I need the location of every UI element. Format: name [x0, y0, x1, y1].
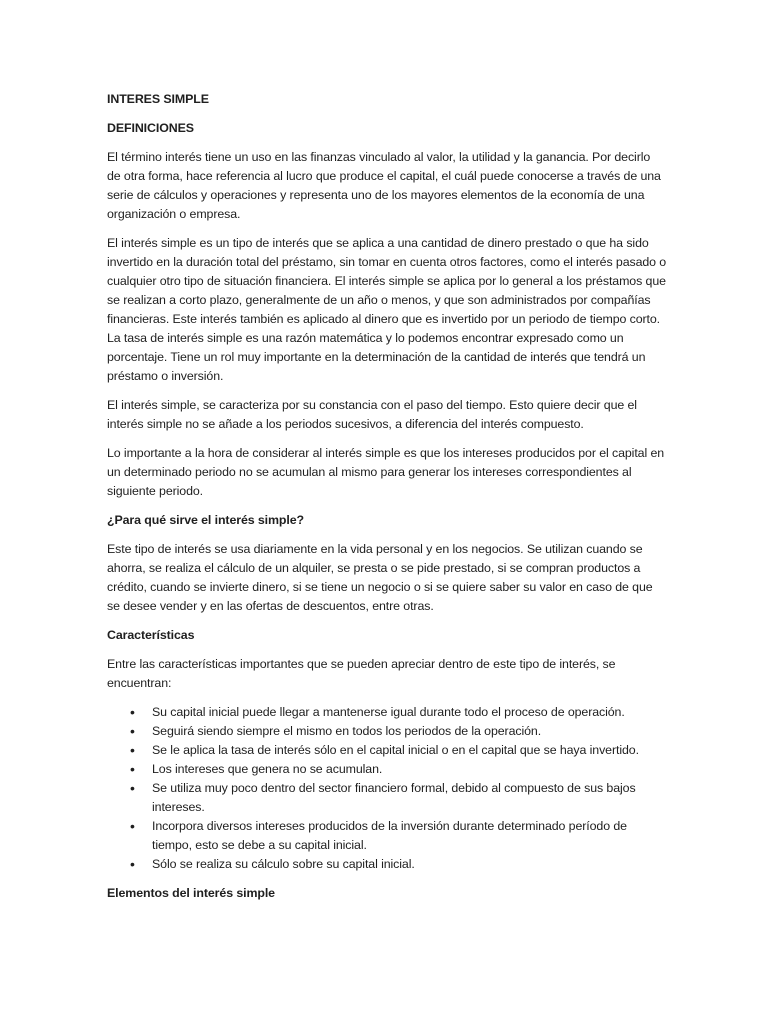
- paragraph-caracteristicas-intro: Entre las características importantes que se pueden apreciar dentro de este tipo de interés, se encuentran:: [107, 657, 616, 690]
- list-item: [107, 760, 667, 779]
- bullet-icon: •: [130, 704, 135, 720]
- bullet-icon: •: [130, 742, 135, 758]
- section-heading-caracteristicas: Características: [107, 628, 195, 642]
- bullet-icon: •: [130, 856, 135, 872]
- paragraph-lo-importante: Lo importante a la hora de considerar al interés simple es que los intereses producidos por el capital en un determinado periodo no se acumulan al mismo para generar los intereses correspondientes al siguiente periodo.: [107, 446, 665, 498]
- paragraph-termino-interes: El término interés tiene un uso en las finanzas vinculado al valor, la utilidad y la ganancia. Por decirlo de otra forma, hace referencia al lucro que produce el capital, el cuál puede conocerse a través de una serie de cálculos y operaciones y representa uno de los mayores elementos de la economía de una organización o empresa.: [107, 150, 661, 221]
- list-item-text: Se utiliza muy poco dentro del sector financiero formal, debido al compuesto de sus bajos intereses.: [152, 781, 636, 814]
- list-item: [107, 855, 667, 874]
- list-item: [107, 741, 667, 760]
- list-item-text: Su capital inicial puede llegar a mantenerse igual durante todo el proceso de operación.: [152, 705, 625, 719]
- bullet-icon: •: [130, 818, 135, 834]
- document-title: INTERES SIMPLE: [107, 92, 209, 106]
- list-item: [107, 779, 667, 817]
- bullet-icon: •: [130, 780, 135, 796]
- paragraph-constancia: El interés simple, se caracteriza por su constancia con el paso del tiempo. Esto quiere decir que el interés simple no se añade a los periodos sucesivos, a diferencia del interés compuesto.: [107, 398, 637, 431]
- section-heading-para-que-sirve: ¿Para qué sirve el interés simple?: [107, 513, 305, 527]
- paragraph-interes-simple-definicion: El interés simple es un tipo de interés que se aplica a una cantidad de dinero prestado o que ha sido invertido en la duración total del préstamo, sin tomar en cuenta otros factores, como el interés pasado o cualquier otro tipo de situación financiera. El interés simple se aplica por lo general a los préstamos que se realizan a corto plazo, generalmente de un año o menos, y que son administrados por compañías financieras. Este interés también es aplicado al dinero que es invertido por un periodo de tiempo corto. La tasa de interés simple es una razón matemática y lo podemos encontrar expresado como un porcentaje. Tiene un rol muy importante en la determinación de la cantidad de interés que tendrá un préstamo o inversión.: [107, 236, 667, 383]
- list-item-text: Incorpora diversos intereses producidos de la inversión durante determinado período de tiempo, esto se debe a su capital inicial.: [152, 819, 627, 852]
- list-item: [107, 817, 667, 855]
- characteristics-list: [107, 703, 667, 874]
- section-heading-elementos: Elementos del interés simple: [107, 886, 275, 900]
- list-item-text: Sólo se realiza su cálculo sobre su capital inicial.: [152, 857, 415, 871]
- list-item: [107, 703, 667, 722]
- section-heading-definiciones: DEFINICIONES: [107, 121, 194, 135]
- list-item-text: Seguirá siendo siempre el mismo en todos los periodos de la operación.: [152, 724, 542, 738]
- document-page: [107, 90, 667, 913]
- list-item-text: Se le aplica la tasa de interés sólo en el capital inicial o en el capital que se haya invertido.: [152, 743, 639, 757]
- bullet-icon: •: [130, 723, 135, 739]
- bullet-icon: •: [130, 761, 135, 777]
- list-item: [107, 722, 667, 741]
- paragraph-usos: Este tipo de interés se usa diariamente en la vida personal y en los negocios. Se utilizan cuando se ahorra, se realiza el cálculo de un alquiler, se presta o se pide prestado, si se compran productos a crédito, cuando se invierte dinero, si se tiene un negocio o si se quiere saber su valor en caso de que se desee vender y en las ofertas de descuentos, entre otras.: [107, 542, 653, 613]
- list-item-text: Los intereses que genera no se acumulan.: [152, 762, 383, 776]
